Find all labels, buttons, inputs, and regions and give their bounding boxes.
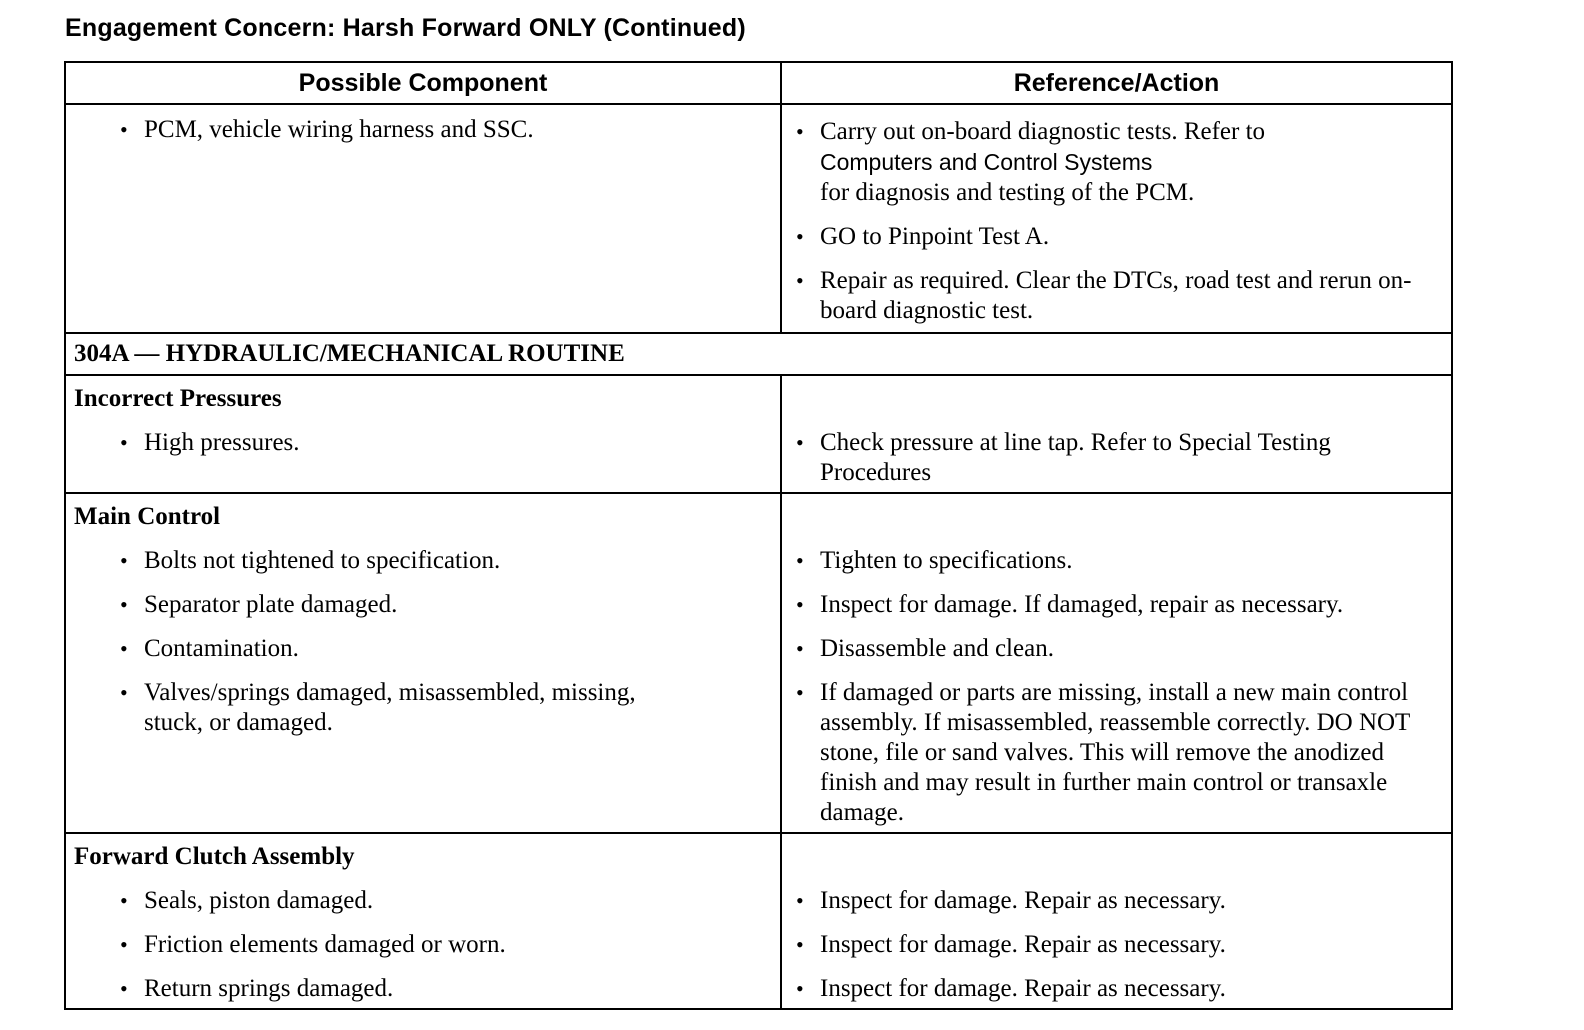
column-header-component: Possible Component bbox=[65, 62, 781, 104]
list-item bbox=[66, 428, 780, 458]
list-item bbox=[782, 117, 1451, 208]
action-cell bbox=[781, 375, 1452, 493]
bullet-icon: • bbox=[796, 268, 804, 293]
column-header-action: Reference/Action bbox=[781, 62, 1452, 104]
action-text: Inspect for damage. Repair as necessary. bbox=[820, 931, 1226, 958]
action-text: GO to Pinpoint Test A. bbox=[820, 223, 1050, 250]
bullet-icon: • bbox=[120, 430, 128, 455]
list-item bbox=[66, 546, 780, 576]
bullet-icon: • bbox=[120, 117, 128, 142]
group-heading: Incorrect Pressures bbox=[74, 385, 282, 412]
bullet-icon: • bbox=[120, 888, 128, 913]
bullet-icon: • bbox=[796, 680, 804, 705]
list-item bbox=[782, 886, 1451, 916]
list-item bbox=[66, 634, 780, 664]
bullet-icon: • bbox=[796, 636, 804, 661]
bullet-icon: • bbox=[796, 224, 804, 249]
action-cell bbox=[781, 104, 1452, 333]
component-cell bbox=[65, 493, 781, 833]
component-text: Friction elements damaged or worn. bbox=[144, 931, 506, 958]
list-item bbox=[66, 886, 780, 916]
table-header-row bbox=[65, 62, 1452, 104]
table-row bbox=[65, 493, 1452, 833]
list-item bbox=[782, 930, 1451, 960]
bullet-icon: • bbox=[796, 888, 804, 913]
table-row bbox=[65, 833, 1452, 1009]
list-item bbox=[66, 590, 780, 620]
bullet-icon: • bbox=[120, 636, 128, 661]
bullet-icon: • bbox=[796, 430, 804, 455]
table-row bbox=[65, 375, 1452, 493]
component-text: PCM, vehicle wiring harness and SSC. bbox=[144, 116, 534, 143]
component-text: Bolts not tightened to specification. bbox=[144, 547, 501, 574]
component-cell bbox=[65, 375, 781, 493]
action-cell bbox=[781, 493, 1452, 833]
action-text: Carry out on-board diagnostic tests. Refer to bbox=[820, 118, 1266, 145]
bullet-icon: • bbox=[120, 976, 128, 1001]
list-item bbox=[782, 266, 1451, 326]
list-item bbox=[782, 974, 1451, 1004]
list-item bbox=[782, 428, 1451, 488]
bullet-icon: • bbox=[796, 592, 804, 617]
bullet-icon: • bbox=[120, 592, 128, 617]
bullet-icon: • bbox=[796, 119, 804, 144]
bullet-icon: • bbox=[796, 976, 804, 1001]
action-text: for diagnosis and testing of the PCM. bbox=[820, 179, 1195, 206]
bullet-icon: • bbox=[120, 548, 128, 573]
bullet-icon: • bbox=[796, 548, 804, 573]
action-text: Repair as required. Clear the DTCs, road test and rerun on-board diagnostic test. bbox=[820, 267, 1412, 324]
list-item bbox=[782, 634, 1451, 664]
group-heading: Forward Clutch Assembly bbox=[74, 843, 355, 870]
component-cell bbox=[65, 833, 781, 1009]
list-item bbox=[782, 222, 1451, 252]
section-heading: 304A — HYDRAULIC/MECHANICAL ROUTINE bbox=[65, 333, 1452, 375]
reference-link[interactable]: Computers and Control Systems bbox=[820, 149, 1153, 175]
component-text: Separator plate damaged. bbox=[144, 591, 398, 618]
component-text: Valves/springs damaged, misassembled, missing, stuck, or damaged. bbox=[144, 679, 636, 736]
list-item bbox=[782, 546, 1451, 576]
page-title: Engagement Concern: Harsh Forward ONLY (Continued) bbox=[65, 14, 746, 42]
list-item bbox=[66, 115, 780, 145]
component-cell bbox=[65, 104, 781, 333]
bullet-icon: • bbox=[120, 680, 128, 705]
diagnosis-table bbox=[64, 61, 1453, 1010]
component-text: High pressures. bbox=[144, 429, 300, 456]
bullet-icon: • bbox=[796, 932, 804, 957]
bullet-icon: • bbox=[120, 932, 128, 957]
list-item bbox=[66, 974, 780, 1004]
group-heading: Main Control bbox=[74, 503, 221, 530]
component-text: Seals, piston damaged. bbox=[144, 887, 374, 914]
component-text: Return springs damaged. bbox=[144, 975, 394, 1002]
action-text: Inspect for damage. Repair as necessary. bbox=[820, 887, 1226, 914]
list-item bbox=[782, 678, 1451, 828]
action-text: Inspect for damage. If damaged, repair as necessary. bbox=[820, 591, 1344, 618]
list-item bbox=[782, 590, 1451, 620]
action-text: Inspect for damage. Repair as necessary. bbox=[820, 975, 1226, 1002]
list-item bbox=[66, 930, 780, 960]
action-text: Check pressure at line tap. Refer to Special Testing Procedures bbox=[820, 429, 1331, 486]
action-cell bbox=[781, 833, 1452, 1009]
action-text: Disassemble and clean. bbox=[820, 635, 1054, 662]
table-row bbox=[65, 104, 1452, 333]
list-item bbox=[66, 678, 780, 738]
section-row bbox=[65, 333, 1452, 375]
action-text: Tighten to specifications. bbox=[820, 547, 1073, 574]
action-text: If damaged or parts are missing, install a new main control assembly. If misassembled, reassemble correctly. DO NOT stone, file or sand valves. This will remove the anodized finish and may result in further main control or transaxle damage. bbox=[820, 679, 1410, 826]
component-text: Contamination. bbox=[144, 635, 299, 662]
